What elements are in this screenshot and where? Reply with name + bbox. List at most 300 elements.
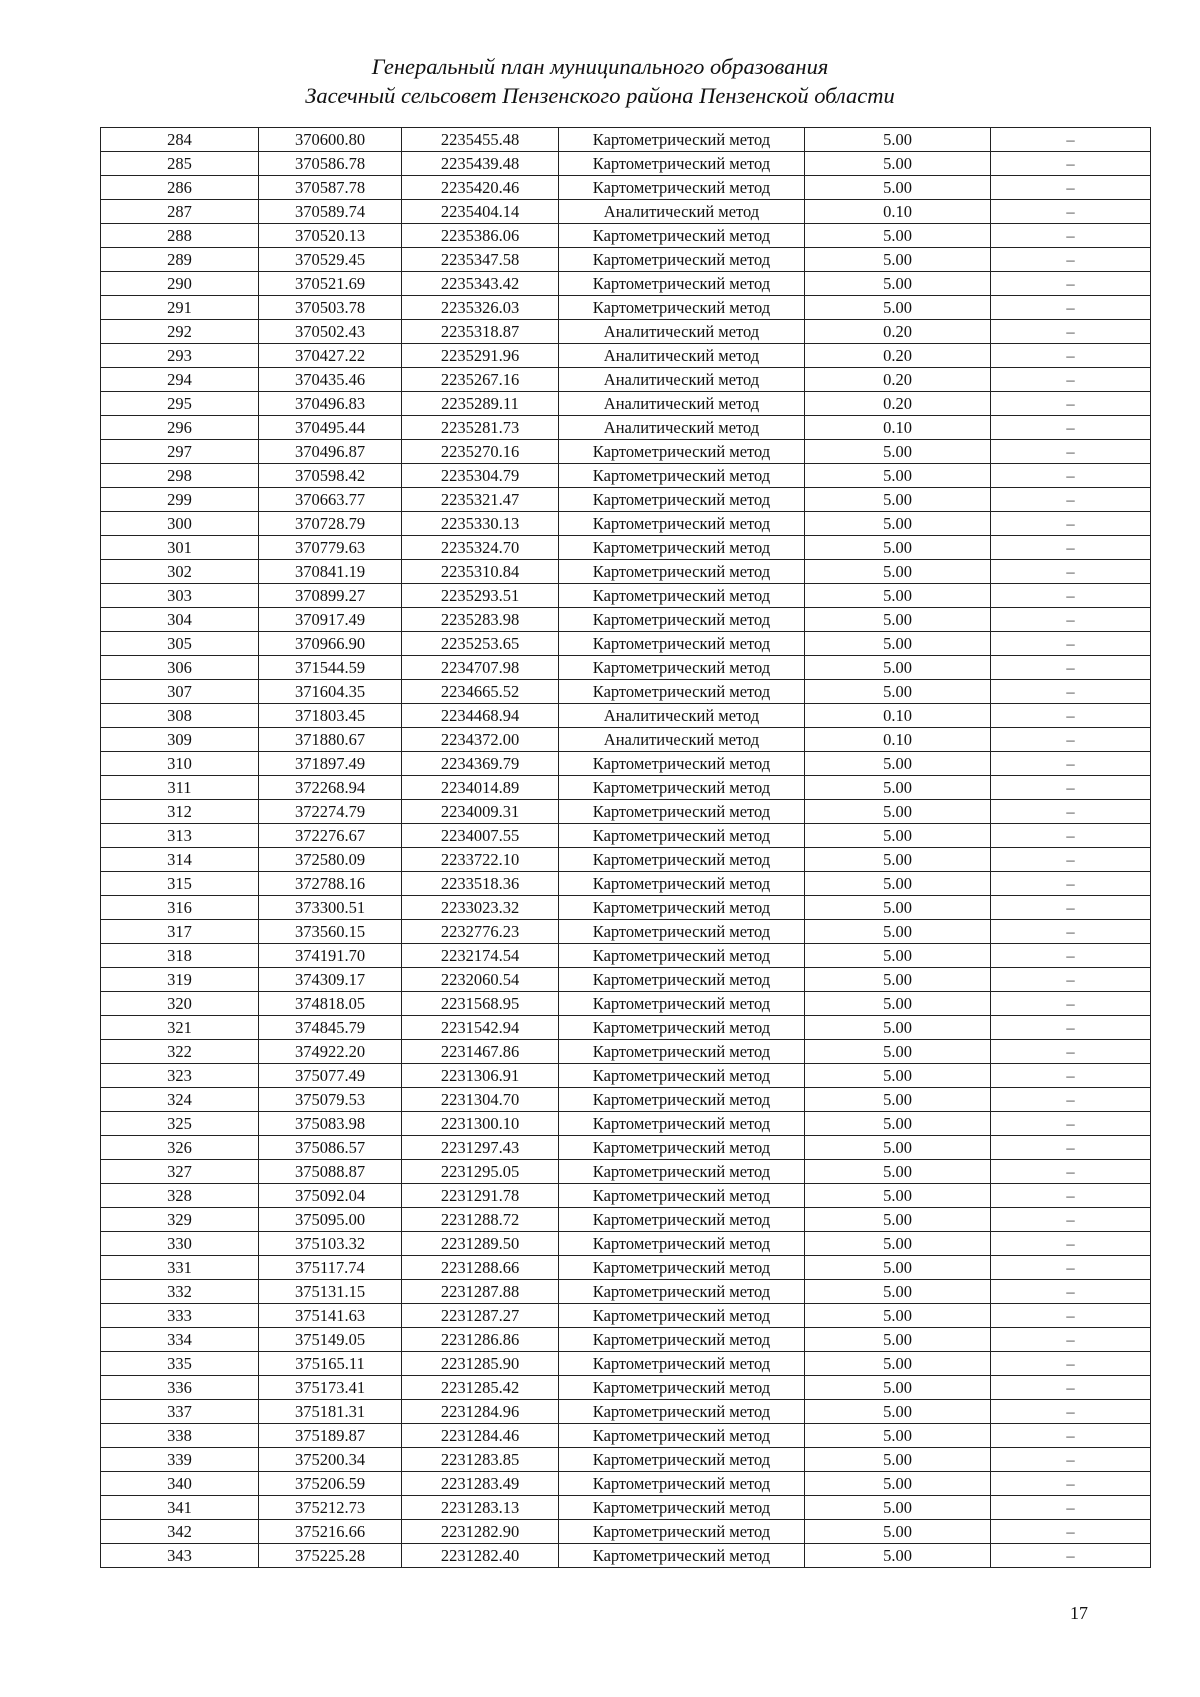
y-coordinate-cell: 2234468.94 <box>402 704 559 728</box>
table-row <box>101 440 1151 464</box>
description-cell: – <box>991 1232 1151 1256</box>
x-coordinate-cell: 370495.44 <box>259 416 402 440</box>
accuracy-cell: 5.00 <box>805 1208 991 1232</box>
description-cell: – <box>991 680 1151 704</box>
y-coordinate-cell: 2234007.55 <box>402 824 559 848</box>
x-coordinate-cell: 375216.66 <box>259 1520 402 1544</box>
y-coordinate-cell: 2235386.06 <box>402 224 559 248</box>
accuracy-cell: 5.00 <box>805 1136 991 1160</box>
accuracy-cell: 5.00 <box>805 296 991 320</box>
accuracy-cell: 5.00 <box>805 1544 991 1568</box>
y-coordinate-cell: 2231300.10 <box>402 1112 559 1136</box>
point-number-cell: 299 <box>101 488 259 512</box>
table-row <box>101 1520 1151 1544</box>
point-number-cell: 343 <box>101 1544 259 1568</box>
description-cell: – <box>991 800 1151 824</box>
table-row <box>101 512 1151 536</box>
point-number-cell: 324 <box>101 1088 259 1112</box>
y-coordinate-cell: 2235455.48 <box>402 128 559 152</box>
y-coordinate-cell: 2235304.79 <box>402 464 559 488</box>
method-cell: Картометрический метод <box>559 1328 805 1352</box>
x-coordinate-cell: 375088.87 <box>259 1160 402 1184</box>
accuracy-cell: 5.00 <box>805 224 991 248</box>
description-cell: – <box>991 1040 1151 1064</box>
x-coordinate-cell: 375086.57 <box>259 1136 402 1160</box>
method-cell: Картометрический метод <box>559 1112 805 1136</box>
y-coordinate-cell: 2235283.98 <box>402 608 559 632</box>
x-coordinate-cell: 371880.67 <box>259 728 402 752</box>
description-cell: – <box>991 1472 1151 1496</box>
description-cell: – <box>991 776 1151 800</box>
accuracy-cell: 0.20 <box>805 392 991 416</box>
table-row <box>101 1256 1151 1280</box>
method-cell: Картометрический метод <box>559 848 805 872</box>
y-coordinate-cell: 2231283.85 <box>402 1448 559 1472</box>
y-coordinate-cell: 2233518.36 <box>402 872 559 896</box>
method-cell: Картометрический метод <box>559 440 805 464</box>
accuracy-cell: 5.00 <box>805 464 991 488</box>
y-coordinate-cell: 2232060.54 <box>402 968 559 992</box>
x-coordinate-cell: 375092.04 <box>259 1184 402 1208</box>
description-cell: – <box>991 896 1151 920</box>
point-number-cell: 302 <box>101 560 259 584</box>
description-cell: – <box>991 1280 1151 1304</box>
description-cell: – <box>991 248 1151 272</box>
y-coordinate-cell: 2234014.89 <box>402 776 559 800</box>
description-cell: – <box>991 1184 1151 1208</box>
description-cell: – <box>991 272 1151 296</box>
x-coordinate-cell: 370841.19 <box>259 560 402 584</box>
point-number-cell: 301 <box>101 536 259 560</box>
table-row <box>101 704 1151 728</box>
description-cell: – <box>991 296 1151 320</box>
x-coordinate-cell: 373560.15 <box>259 920 402 944</box>
accuracy-cell: 5.00 <box>805 1064 991 1088</box>
accuracy-cell: 5.00 <box>805 1016 991 1040</box>
method-cell: Картометрический метод <box>559 992 805 1016</box>
table-row <box>101 416 1151 440</box>
x-coordinate-cell: 370521.69 <box>259 272 402 296</box>
x-coordinate-cell: 372268.94 <box>259 776 402 800</box>
y-coordinate-cell: 2231289.50 <box>402 1232 559 1256</box>
x-coordinate-cell: 374191.70 <box>259 944 402 968</box>
header-title-line-1: Генеральный план муниципального образования <box>371 54 829 79</box>
x-coordinate-cell: 370435.46 <box>259 368 402 392</box>
description-cell: – <box>991 1208 1151 1232</box>
point-number-cell: 310 <box>101 752 259 776</box>
point-number-cell: 287 <box>101 200 259 224</box>
accuracy-cell: 0.10 <box>805 704 991 728</box>
point-number-cell: 298 <box>101 464 259 488</box>
accuracy-cell: 5.00 <box>805 1448 991 1472</box>
description-cell: – <box>991 968 1151 992</box>
accuracy-cell: 5.00 <box>805 1520 991 1544</box>
description-cell: – <box>991 440 1151 464</box>
description-cell: – <box>991 1448 1151 1472</box>
x-coordinate-cell: 375117.74 <box>259 1256 402 1280</box>
point-number-cell: 339 <box>101 1448 259 1472</box>
method-cell: Картометрический метод <box>559 1160 805 1184</box>
table-row <box>101 968 1151 992</box>
table-row <box>101 1232 1151 1256</box>
description-cell: – <box>991 1304 1151 1328</box>
method-cell: Картометрический метод <box>559 152 805 176</box>
description-cell: – <box>991 488 1151 512</box>
x-coordinate-cell: 370779.63 <box>259 536 402 560</box>
table-row <box>101 824 1151 848</box>
point-number-cell: 330 <box>101 1232 259 1256</box>
method-cell: Картометрический метод <box>559 536 805 560</box>
description-cell: – <box>991 416 1151 440</box>
accuracy-cell: 0.20 <box>805 320 991 344</box>
accuracy-cell: 5.00 <box>805 248 991 272</box>
method-cell: Картометрический метод <box>559 1088 805 1112</box>
y-coordinate-cell: 2231284.46 <box>402 1424 559 1448</box>
table-row <box>101 872 1151 896</box>
accuracy-cell: 5.00 <box>805 752 991 776</box>
method-cell: Картометрический метод <box>559 896 805 920</box>
y-coordinate-cell: 2235330.13 <box>402 512 559 536</box>
method-cell: Аналитический метод <box>559 200 805 224</box>
accuracy-cell: 5.00 <box>805 632 991 656</box>
y-coordinate-cell: 2235293.51 <box>402 584 559 608</box>
y-coordinate-cell: 2235324.70 <box>402 536 559 560</box>
method-cell: Картометрический метод <box>559 1184 805 1208</box>
table-row <box>101 1088 1151 1112</box>
table-row <box>101 608 1151 632</box>
method-cell: Картометрический метод <box>559 1496 805 1520</box>
method-cell: Картометрический метод <box>559 656 805 680</box>
method-cell: Аналитический метод <box>559 704 805 728</box>
description-cell: – <box>991 344 1151 368</box>
accuracy-cell: 0.10 <box>805 728 991 752</box>
y-coordinate-cell: 2231288.72 <box>402 1208 559 1232</box>
method-cell: Картометрический метод <box>559 1256 805 1280</box>
point-number-cell: 290 <box>101 272 259 296</box>
method-cell: Картометрический метод <box>559 1448 805 1472</box>
accuracy-cell: 5.00 <box>805 1040 991 1064</box>
description-cell: – <box>991 368 1151 392</box>
y-coordinate-cell: 2233023.32 <box>402 896 559 920</box>
description-cell: – <box>991 1088 1151 1112</box>
method-cell: Картометрический метод <box>559 464 805 488</box>
y-coordinate-cell: 2235270.16 <box>402 440 559 464</box>
method-cell: Аналитический метод <box>559 368 805 392</box>
accuracy-cell: 5.00 <box>805 1400 991 1424</box>
table-row <box>101 920 1151 944</box>
y-coordinate-cell: 2231288.66 <box>402 1256 559 1280</box>
x-coordinate-cell: 375212.73 <box>259 1496 402 1520</box>
method-cell: Картометрический метод <box>559 920 805 944</box>
method-cell: Картометрический метод <box>559 872 805 896</box>
point-number-cell: 303 <box>101 584 259 608</box>
table-row <box>101 848 1151 872</box>
x-coordinate-cell: 374845.79 <box>259 1016 402 1040</box>
method-cell: Картометрический метод <box>559 800 805 824</box>
method-cell: Картометрический метод <box>559 248 805 272</box>
accuracy-cell: 5.00 <box>805 656 991 680</box>
y-coordinate-cell: 2231284.96 <box>402 1400 559 1424</box>
point-number-cell: 292 <box>101 320 259 344</box>
method-cell: Картометрический метод <box>559 512 805 536</box>
accuracy-cell: 5.00 <box>805 128 991 152</box>
method-cell: Картометрический метод <box>559 1544 805 1568</box>
table-row <box>101 344 1151 368</box>
point-number-cell: 311 <box>101 776 259 800</box>
accuracy-cell: 5.00 <box>805 512 991 536</box>
method-cell: Картометрический метод <box>559 1232 805 1256</box>
y-coordinate-cell: 2235291.96 <box>402 344 559 368</box>
x-coordinate-cell: 370503.78 <box>259 296 402 320</box>
point-number-cell: 327 <box>101 1160 259 1184</box>
accuracy-cell: 5.00 <box>805 1304 991 1328</box>
header-title-line-2: Засечный сельсовет Пензенского района Пензенской области <box>305 83 895 108</box>
y-coordinate-cell: 2235267.16 <box>402 368 559 392</box>
method-cell: Аналитический метод <box>559 392 805 416</box>
y-coordinate-cell: 2235310.84 <box>402 560 559 584</box>
point-number-cell: 294 <box>101 368 259 392</box>
point-number-cell: 337 <box>101 1400 259 1424</box>
x-coordinate-cell: 375077.49 <box>259 1064 402 1088</box>
method-cell: Картометрический метод <box>559 824 805 848</box>
accuracy-cell: 5.00 <box>805 1088 991 1112</box>
point-number-cell: 328 <box>101 1184 259 1208</box>
y-coordinate-cell: 2235326.03 <box>402 296 559 320</box>
point-number-cell: 284 <box>101 128 259 152</box>
table-row <box>101 752 1151 776</box>
x-coordinate-cell: 375095.00 <box>259 1208 402 1232</box>
description-cell: – <box>991 1136 1151 1160</box>
description-cell: – <box>991 176 1151 200</box>
y-coordinate-cell: 2231282.40 <box>402 1544 559 1568</box>
description-cell: – <box>991 584 1151 608</box>
description-cell: – <box>991 1112 1151 1136</box>
table-row <box>101 128 1151 152</box>
method-cell: Аналитический метод <box>559 320 805 344</box>
table-row <box>101 1016 1151 1040</box>
accuracy-cell: 0.20 <box>805 344 991 368</box>
x-coordinate-cell: 375103.32 <box>259 1232 402 1256</box>
point-number-cell: 291 <box>101 296 259 320</box>
y-coordinate-cell: 2231287.27 <box>402 1304 559 1328</box>
table-row <box>101 1208 1151 1232</box>
point-number-cell: 319 <box>101 968 259 992</box>
description-cell: – <box>991 320 1151 344</box>
x-coordinate-cell: 375165.11 <box>259 1352 402 1376</box>
accuracy-cell: 0.20 <box>805 368 991 392</box>
x-coordinate-cell: 370586.78 <box>259 152 402 176</box>
accuracy-cell: 5.00 <box>805 584 991 608</box>
method-cell: Картометрический метод <box>559 1352 805 1376</box>
method-cell: Картометрический метод <box>559 1376 805 1400</box>
accuracy-cell: 5.00 <box>805 920 991 944</box>
y-coordinate-cell: 2234369.79 <box>402 752 559 776</box>
description-cell: – <box>991 200 1151 224</box>
table-row <box>101 1280 1151 1304</box>
x-coordinate-cell: 372788.16 <box>259 872 402 896</box>
page-number: 17 <box>1070 1603 1088 1623</box>
y-coordinate-cell: 2235253.65 <box>402 632 559 656</box>
table-row <box>101 1064 1151 1088</box>
accuracy-cell: 5.00 <box>805 1376 991 1400</box>
y-coordinate-cell: 2231291.78 <box>402 1184 559 1208</box>
description-cell: – <box>991 992 1151 1016</box>
y-coordinate-cell: 2235321.47 <box>402 488 559 512</box>
point-number-cell: 338 <box>101 1424 259 1448</box>
y-coordinate-cell: 2234707.98 <box>402 656 559 680</box>
table-row <box>101 1376 1151 1400</box>
point-number-cell: 335 <box>101 1352 259 1376</box>
point-number-cell: 342 <box>101 1520 259 1544</box>
x-coordinate-cell: 370600.80 <box>259 128 402 152</box>
table-row <box>101 776 1151 800</box>
x-coordinate-cell: 370899.27 <box>259 584 402 608</box>
description-cell: – <box>991 1016 1151 1040</box>
x-coordinate-cell: 375141.63 <box>259 1304 402 1328</box>
description-cell: – <box>991 1376 1151 1400</box>
accuracy-cell: 5.00 <box>805 1160 991 1184</box>
coordinates-table-body <box>101 128 1151 1568</box>
point-number-cell: 329 <box>101 1208 259 1232</box>
point-number-cell: 331 <box>101 1256 259 1280</box>
y-coordinate-cell: 2235318.87 <box>402 320 559 344</box>
x-coordinate-cell: 373300.51 <box>259 896 402 920</box>
point-number-cell: 285 <box>101 152 259 176</box>
point-number-cell: 288 <box>101 224 259 248</box>
table-row <box>101 1496 1151 1520</box>
method-cell: Картометрический метод <box>559 632 805 656</box>
y-coordinate-cell: 2234009.31 <box>402 800 559 824</box>
description-cell: – <box>991 1424 1151 1448</box>
table-row <box>101 1544 1151 1568</box>
y-coordinate-cell: 2231287.88 <box>402 1280 559 1304</box>
point-number-cell: 286 <box>101 176 259 200</box>
table-row <box>101 1112 1151 1136</box>
description-cell: – <box>991 1160 1151 1184</box>
table-row <box>101 1400 1151 1424</box>
description-cell: – <box>991 728 1151 752</box>
method-cell: Картометрический метод <box>559 1136 805 1160</box>
x-coordinate-cell: 371604.35 <box>259 680 402 704</box>
y-coordinate-cell: 2231542.94 <box>402 1016 559 1040</box>
accuracy-cell: 5.00 <box>805 968 991 992</box>
table-row <box>101 1160 1151 1184</box>
x-coordinate-cell: 370502.43 <box>259 320 402 344</box>
table-row <box>101 248 1151 272</box>
description-cell: – <box>991 392 1151 416</box>
x-coordinate-cell: 370496.83 <box>259 392 402 416</box>
y-coordinate-cell: 2235343.42 <box>402 272 559 296</box>
y-coordinate-cell: 2231283.49 <box>402 1472 559 1496</box>
x-coordinate-cell: 370589.74 <box>259 200 402 224</box>
x-coordinate-cell: 370496.87 <box>259 440 402 464</box>
y-coordinate-cell: 2231467.86 <box>402 1040 559 1064</box>
y-coordinate-cell: 2231285.90 <box>402 1352 559 1376</box>
table-row <box>101 392 1151 416</box>
table-row <box>101 1448 1151 1472</box>
accuracy-cell: 5.00 <box>805 1496 991 1520</box>
table-row <box>101 1352 1151 1376</box>
accuracy-cell: 5.00 <box>805 176 991 200</box>
method-cell: Картометрический метод <box>559 224 805 248</box>
coordinates-table <box>100 127 1151 1568</box>
point-number-cell: 340 <box>101 1472 259 1496</box>
x-coordinate-cell: 370917.49 <box>259 608 402 632</box>
method-cell: Картометрический метод <box>559 1472 805 1496</box>
x-coordinate-cell: 371544.59 <box>259 656 402 680</box>
description-cell: – <box>991 1328 1151 1352</box>
accuracy-cell: 5.00 <box>805 992 991 1016</box>
point-number-cell: 289 <box>101 248 259 272</box>
point-number-cell: 295 <box>101 392 259 416</box>
y-coordinate-cell: 2233722.10 <box>402 848 559 872</box>
x-coordinate-cell: 375200.34 <box>259 1448 402 1472</box>
method-cell: Картометрический метод <box>559 1400 805 1424</box>
method-cell: Картометрический метод <box>559 584 805 608</box>
point-number-cell: 316 <box>101 896 259 920</box>
table-row <box>101 632 1151 656</box>
y-coordinate-cell: 2232776.23 <box>402 920 559 944</box>
accuracy-cell: 0.10 <box>805 200 991 224</box>
y-coordinate-cell: 2231306.91 <box>402 1064 559 1088</box>
point-number-cell: 315 <box>101 872 259 896</box>
table-row <box>101 1136 1151 1160</box>
accuracy-cell: 5.00 <box>805 440 991 464</box>
x-coordinate-cell: 375181.31 <box>259 1400 402 1424</box>
x-coordinate-cell: 371897.49 <box>259 752 402 776</box>
description-cell: – <box>991 608 1151 632</box>
point-number-cell: 318 <box>101 944 259 968</box>
table-row <box>101 1040 1151 1064</box>
accuracy-cell: 5.00 <box>805 680 991 704</box>
x-coordinate-cell: 370663.77 <box>259 488 402 512</box>
accuracy-cell: 5.00 <box>805 944 991 968</box>
point-number-cell: 313 <box>101 824 259 848</box>
description-cell: – <box>991 632 1151 656</box>
table-row <box>101 176 1151 200</box>
method-cell: Картометрический метод <box>559 776 805 800</box>
x-coordinate-cell: 370529.45 <box>259 248 402 272</box>
method-cell: Картометрический метод <box>559 752 805 776</box>
y-coordinate-cell: 2231297.43 <box>402 1136 559 1160</box>
y-coordinate-cell: 2235439.48 <box>402 152 559 176</box>
description-cell: – <box>991 704 1151 728</box>
x-coordinate-cell: 372276.67 <box>259 824 402 848</box>
table-row <box>101 296 1151 320</box>
description-cell: – <box>991 872 1151 896</box>
accuracy-cell: 5.00 <box>805 1256 991 1280</box>
method-cell: Картометрический метод <box>559 944 805 968</box>
table-row <box>101 560 1151 584</box>
point-number-cell: 317 <box>101 920 259 944</box>
table-row <box>101 224 1151 248</box>
method-cell: Картометрический метод <box>559 968 805 992</box>
point-number-cell: 296 <box>101 416 259 440</box>
x-coordinate-cell: 372580.09 <box>259 848 402 872</box>
method-cell: Картометрический метод <box>559 1520 805 1544</box>
table-row <box>101 368 1151 392</box>
description-cell: – <box>991 536 1151 560</box>
x-coordinate-cell: 374818.05 <box>259 992 402 1016</box>
y-coordinate-cell: 2231283.13 <box>402 1496 559 1520</box>
method-cell: Картометрический метод <box>559 1064 805 1088</box>
description-cell: – <box>991 1256 1151 1280</box>
table-row <box>101 584 1151 608</box>
x-coordinate-cell: 370587.78 <box>259 176 402 200</box>
point-number-cell: 300 <box>101 512 259 536</box>
accuracy-cell: 5.00 <box>805 536 991 560</box>
point-number-cell: 322 <box>101 1040 259 1064</box>
